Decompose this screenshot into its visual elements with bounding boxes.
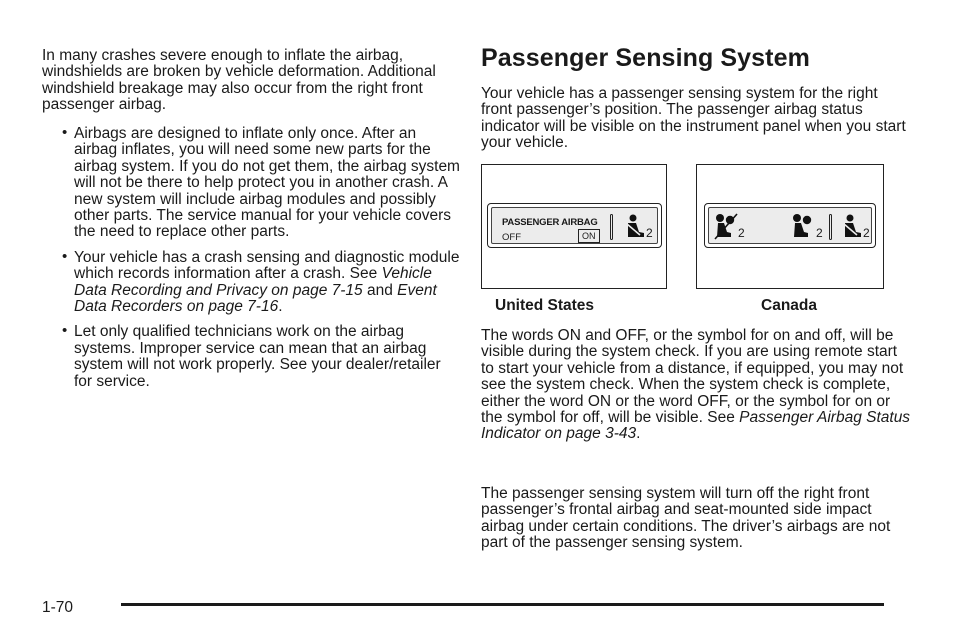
list-item — [42, 126, 462, 241]
canada-indicator-figure — [696, 164, 884, 289]
passenger-seatbelt-icon — [839, 214, 863, 240]
figure-caption-canada: Canada — [761, 297, 817, 314]
cross-reference-link[interactable]: Vehicle Data Recording and Privacy on page 7-15 — [74, 265, 432, 299]
paragraph-text: The words ON and OFF, or the symbol for on and off, will be visible during the system check. If you are using remote start to start your vehicle from a distance, if equipped, you may not see the system check. When the system check is complete, either the word ON or the word OFF, or the symbol for on or the symbol for off, will be visible. See — [481, 327, 904, 427]
passenger-seatbelt-icon — [622, 214, 646, 240]
off-label: OFF — [502, 232, 521, 243]
body-paragraph — [481, 328, 911, 443]
cross-reference-link[interactable]: Passenger Airbag Status Indicator on page 3-43 — [481, 409, 911, 443]
footer-rule — [121, 603, 884, 606]
subscript-label: 2 — [863, 226, 870, 240]
indicator-bezel — [487, 203, 662, 248]
airbag-off-icon — [713, 212, 739, 240]
subscript-label: 2 — [738, 226, 745, 240]
on-label: ON — [578, 229, 600, 243]
bullet-text: Let only qualified technicians work on the airbag systems. Improper service can mean that an airbag system will not work properly. See your dealer/retailer for service. — [74, 323, 441, 390]
passenger-airbag-label: PASSENGER AIRBAG — [502, 217, 598, 228]
bullet-text: Airbags are designed to inflate only once. After an airbag inflates, you will need some new parts for the airbag system. If you do not get them, the airbag system will not be there to help protect you in another crash. A new system will include airbag modules and possibly other parts. The service manual for your vehicle covers the need to replace other parts. — [74, 125, 460, 241]
bullet-text: Your vehicle has a crash sensing and diagnostic module which records information after a crash. See — [74, 248, 460, 283]
body-paragraph: Your vehicle has a passenger sensing system for the right front passenger’s position. The passenger airbag status indicator will be visible on the instrument panel when you start your vehicle. — [481, 85, 906, 152]
list-item — [42, 324, 462, 390]
subscript-label: 2 — [816, 226, 823, 240]
intro-paragraph: In many crashes severe enough to inflate the airbag, windshields are broken by vehicle deformation. Additional windshield breakage may also occur from the right front passenger airbag. — [42, 47, 436, 114]
bullet-text: and — [362, 281, 398, 299]
page-number: 1-70 — [42, 599, 74, 616]
body-paragraph: The passenger sensing system will turn off the right front passenger’s frontal airbag and seat-mounted side impact airbag under certain conditions. The driver’s airbags are not part of the passenger sensing system. — [481, 485, 891, 552]
cross-reference-link[interactable]: Event Data Recorders on page 7-16 — [74, 281, 437, 316]
list-item — [42, 247, 462, 316]
indicator-display — [708, 207, 872, 244]
bullet-list — [42, 126, 462, 399]
bullet-icon: • — [62, 247, 68, 265]
bullet-icon: • — [62, 322, 68, 340]
subscript-label: 2 — [646, 226, 653, 240]
figure-caption-us: United States — [495, 297, 595, 314]
paragraph-text: . — [636, 425, 641, 443]
indicator-bezel — [704, 203, 876, 248]
separator-bar — [829, 214, 832, 240]
bullet-icon: • — [62, 124, 68, 141]
airbag-on-icon — [790, 212, 816, 240]
separator-bar — [610, 214, 613, 240]
section-heading: Passenger Sensing System — [481, 44, 810, 72]
indicator-display — [491, 207, 658, 244]
bullet-text: . — [278, 298, 283, 316]
us-indicator-figure — [481, 164, 667, 289]
